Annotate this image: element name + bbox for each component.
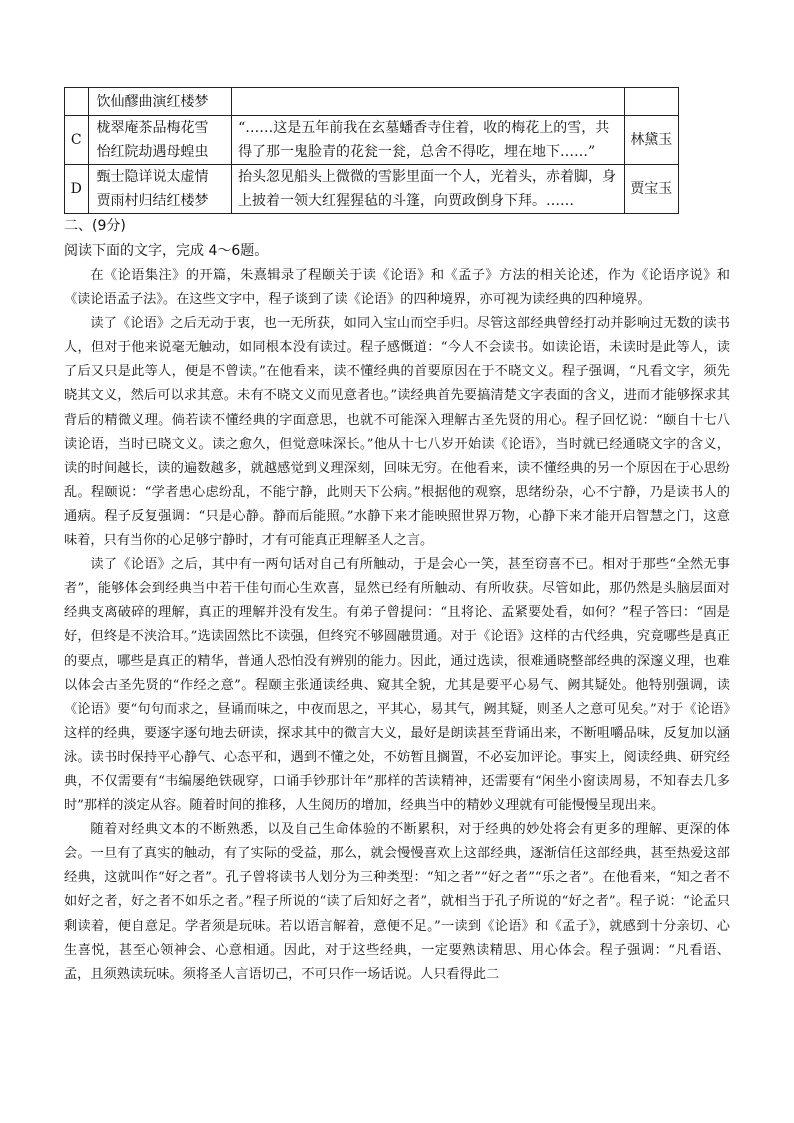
reading-passage bbox=[64, 264, 730, 987]
table-row bbox=[65, 88, 679, 116]
chapter-title: 饮仙醪曲演红楼梦 bbox=[96, 93, 209, 110]
option-letter-cell: C bbox=[65, 116, 89, 165]
character-cell: 贾宝玉 bbox=[624, 165, 678, 214]
paragraph: 读了《论语》之后，其中有一两句话对自己有所触动，于是会心一笑，甚至窃喜不已。相对于那些“全然无事者”，能够体会到经典当中若干佳句而心生欢喜，显然已经有所触动、有所收获。尽管如此，那仍然是头脑层面对经典支离破碎的理解，真正的理解并没有发生。有弟子曾提问：“且将论、孟紧要处看，如何？”程子答曰：“固是好，但终是不浃洽耳。”选读固然比不读强，但终究不够圆融贯通。对于《论语》这样的古代经典，究竟哪些是真正的要点，哪些是真正的精华，普通人恐怕没有辨别的能力。因此，通过选读，很难通晓整部经典的深邃义理，也难以体会古圣先贤的“作经之意”。程颐主张通读经典、窥其全貌，尤其是要平心易气、阙其疑处。他特别强调，读《论语》要“句句而求之，昼诵而味之，中夜而思之，平其心，易其气，阙其疑，则圣人之意可见矣。”对于《论语》这样的经典，要逐字逐句地去研读，探求其中的微言大义，最好是朗读甚至背诵出来，不断咀嚼品味，反复加以涵泳。读书时保持平心静气、心态平和，遇到不懂之处，不妨暂且搁置，不必妄加评论。事实上，阅读经典、研究经典，不仅需要有“韦编屡绝铁砚穿，口诵手钞那计年”那样的苦读精神，还需要有“闲坐小窗读周易，不知春去几多时”那样的淡定从容。随着时间的推移，人生阅历的增加，经典当中的精妙义理就有可能慢慢呈现出来。 bbox=[64, 557, 730, 814]
chapter-titles-cell bbox=[88, 165, 232, 214]
reading-instruction: 阅读下面的文字，完成 4～6题。 bbox=[64, 243, 269, 259]
chapter-title: 贾雨村归结红楼梦 bbox=[96, 193, 209, 209]
paragraph: 随着对经典文本的不断熟悉，以及自己生命体验的不断累积，对于经典的妙处将会有更多的理解、更深的体会。一旦有了真实的触动，有了实际的受益，那么，就会慢慢喜欢上这部经典，逐渐信任这部经典，甚至热爱这部经典，这就叫作“好之者”。孔子曾将读书人划分为三种类型：“知之者”“好之者”“乐之者”。在他看来，“知之者不如好之者，好之者不如乐之者。”程子所说的“读了后知好之者”，就相当于孔子所说的“好之者”。程子说：“论孟只剩读着，便自意足。学者须是玩味。若以语言解着，意便不足。”一读到《论语》和《孟子》，就感到十分亲切、心生喜悦，甚至心领神会、心意相通。因此，对于这些经典，一定要熟读精思、用心体会。程子强调：“凡看语、孟，且须熟读玩味。须将圣人言语切己，不可只作一场话说。人只看得此二 bbox=[64, 822, 730, 982]
section-heading: 二、(9分) bbox=[64, 218, 126, 234]
option-letter-cell: D bbox=[65, 165, 89, 214]
chapter-title: 甄士隐详说太虚情 bbox=[96, 169, 209, 185]
quote-cell bbox=[232, 88, 625, 116]
quote-cell: 抬头忽见船头上微微的雪影里面一个人，光着头，赤着脚，身上披着一领大红猩猩毡的斗篷，向贾政倒身下拜。…… bbox=[232, 165, 625, 214]
options-table bbox=[64, 87, 679, 214]
table-row bbox=[65, 165, 679, 214]
chapter-title: 怡红院劫遇母蝗虫 bbox=[96, 144, 209, 160]
paragraph: 在《论语集注》的开篇，朱熹辑录了程颐关于读《论语》和《孟子》方法的相关论述，作为《论语序说》和《读论语孟子法》。在这些文字中，程子谈到了读《论语》的四种境界，亦可视为读经典的四种境界。 bbox=[64, 268, 730, 308]
chapter-titles-cell bbox=[88, 88, 232, 116]
option-letter-cell bbox=[65, 88, 89, 116]
chapter-title: 栊翠庵茶品梅花雪 bbox=[96, 120, 209, 136]
chapter-titles-cell bbox=[88, 116, 232, 165]
paragraph: 读了《论语》之后无动于衷，也一无所获，如同入宝山而空手归。尽管这部经典曾经打动并影响过无数的读书人，但对于他来说毫无触动，如同根本没有读过。程子感慨道：“今人不会读书。如读论语，未读时是此等人，读了后又只是此等人，便是不曾读。”在他看来，读不懂经典的首要原因在于不晓文义。程子强调，“凡看文字，须先晓其文义，然后可以求其意。未有不晓文义而见意者也。”读经典首先要搞清楚文字表面的含义，进而才能够探求其背后的精微义理。倘若读不懂经典的字面意思，也就不可能深入理解古圣先贤的用心。程子回忆说：“颐自十七八读论语，当时已晓文义。读之愈久，但觉意味深长。”他从十七八岁开始读《论语》，当时就已经通晓文字的含义，读的时间越长，读的遍数越多，就越感觉到义理深刻，回味无穷。在他看来，读不懂经典的另一个原因在于心思纷乱。程颐说：“学者患心虑纷乱，不能宁静，此则天下公病。”根据他的观察，思绪纷杂，心不宁静，乃是读书人的通病。程子反复强调：“只是心静。静而后能照。”水静下来才能映照世界万物，心静下来才能开启智慧之门，这意味着，只有当你的心足够宁静时，才有可能真正理解圣人之言。 bbox=[64, 316, 730, 549]
quote-cell: “……这是五年前我在玄墓蟠香寺住着，收的梅花上的雪，共得了那一鬼脸青的花瓮一瓮，总舍不得吃，埋在地下……” bbox=[232, 116, 625, 165]
table-row bbox=[65, 116, 679, 165]
character-cell: 林黛玉 bbox=[624, 116, 678, 165]
character-cell bbox=[624, 88, 678, 116]
